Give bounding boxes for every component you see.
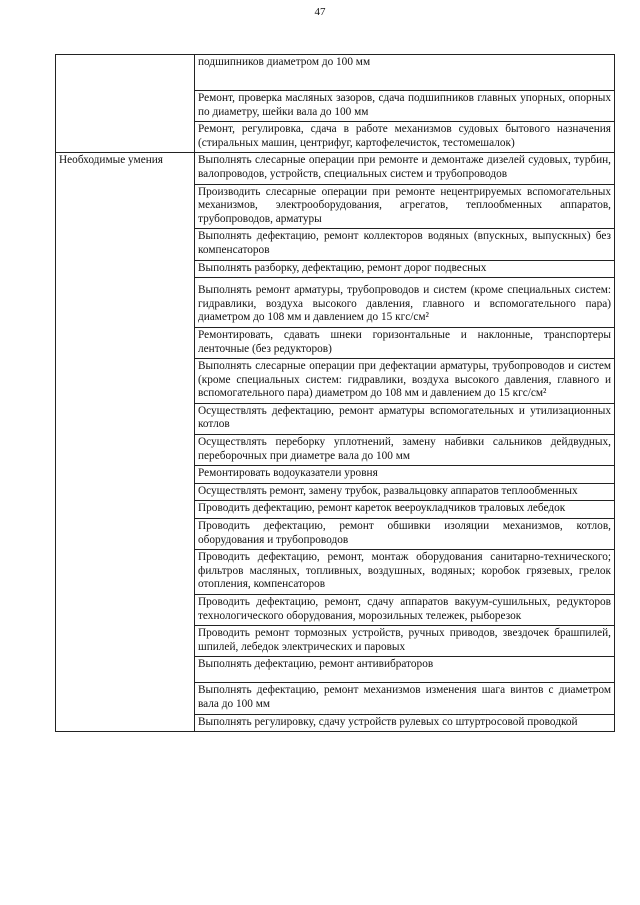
skill-cell: Выполнять дефектацию, ремонт антивибраторов — [195, 657, 615, 683]
page-number: 47 — [314, 6, 326, 18]
skill-cell: Осуществлять переборку уплотнений, замену набивки сальников дейдвудных, переборочных при диаметре вала до 100 мм — [195, 435, 615, 466]
skill-cell: Выполнять дефектацию, ремонт механизмов изменения шага винтов с диаметром вала до 100 мм — [195, 683, 615, 714]
table-row — [56, 55, 615, 91]
skill-cell: Производить слесарные операции при ремонте нецентрируемых вспомогательных механизмов, электрооборудования, агрегатов, теплообменных аппаратов, трубопроводов, арматуры — [195, 184, 615, 229]
skill-cell: Проводить дефектацию, ремонт, сдачу аппаратов вакуум-сушильных, редукторов технологического оборудования, морозильных тележек, рыборезок — [195, 595, 615, 626]
skill-cell: Выполнять слесарные операции при дефектации арматуры, трубопроводов и систем (кроме специальных систем: гидравлики, воздуха высокого давления, главного и вспомогательного пара) диаметром до 108 мм и давлением до 15 кгс/см² — [195, 359, 615, 404]
skills-label: Необходимые умения — [56, 153, 195, 732]
skill-cell: Выполнять регулировку, сдачу устройств рулевых со штуртросовой проводкой — [195, 714, 615, 732]
skill-cell: Осуществлять дефектацию, ремонт арматуры вспомогательных и утилизационных котлов — [195, 403, 615, 434]
skill-cell: Ремонтировать, сдавать шнеки горизонтальные и наклонные, транспортеры ленточные (без редукторов) — [195, 327, 615, 358]
qualification-table — [55, 54, 615, 732]
knowledge-cell: Ремонт, регулировка, сдача в работе механизмов судовых бытового назначения (стиральных машин, центрифуг, картофелечисток, тестомешалок) — [195, 122, 615, 153]
knowledge-cell: подшипников диаметром до 100 мм — [195, 55, 615, 91]
skill-cell: Проводить дефектацию, ремонт кареток веероукладчиков траловых лебедок — [195, 501, 615, 519]
empty-label-cell — [56, 55, 195, 153]
table-row — [56, 153, 615, 184]
skill-cell: Ремонтировать водоуказатели уровня — [195, 466, 615, 484]
skill-cell: Проводить дефектацию, ремонт, монтаж оборудования санитарно-технического; фильтров масляных, топливных, воздушных, водяных; коробок грязевых, грелок отопления, компенсаторов — [195, 550, 615, 595]
skill-cell: Выполнять дефектацию, ремонт коллекторов водяных (впускных, выпускных) без компенсаторов — [195, 229, 615, 260]
skill-cell: Выполнять слесарные операции при ремонте и демонтаже дизелей судовых, турбин, валопроводов, устройств, специальных систем и трубопроводов — [195, 153, 615, 184]
skill-cell: Проводить дефектацию, ремонт обшивки изоляции механизмов, котлов, оборудования и трубопроводов — [195, 519, 615, 550]
skill-cell: Выполнять ремонт арматуры, трубопроводов и систем (кроме специальных систем: гидравлики, воздуха высокого давления, главного и вспомогательного пара) диаметром до 108 мм и давлением до 15 кгс/см² — [195, 278, 615, 328]
skill-cell: Выполнять разборку, дефектацию, ремонт дорог подвесных — [195, 260, 615, 278]
skill-cell: Осуществлять ремонт, замену трубок, развальцовку аппаратов теплообменных — [195, 483, 615, 501]
skill-cell: Проводить ремонт тормозных устройств, ручных приводов, звездочек брашпилей, шпилей, лебедок электрических и паровых — [195, 626, 615, 657]
knowledge-cell: Ремонт, проверка масляных зазоров, сдача подшипников главных упорных, опорных по диаметру, шейки вала до 100 мм — [195, 91, 615, 122]
